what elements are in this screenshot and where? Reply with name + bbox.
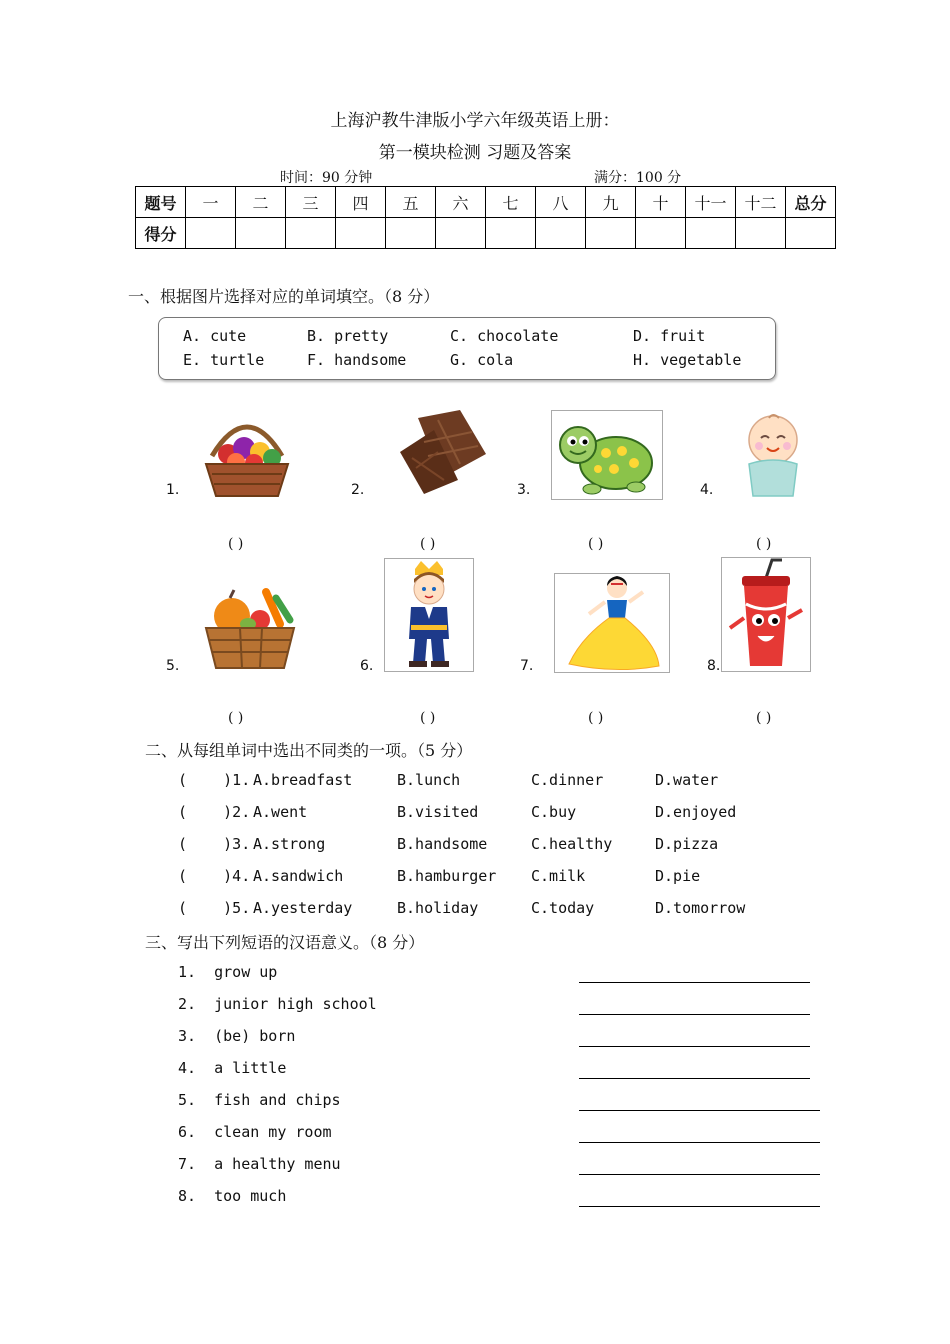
score-table-score-row	[136, 218, 836, 249]
answer-blank-5[interactable]: ( )	[228, 710, 244, 726]
phrase-4: 4. a little	[178, 1059, 287, 1077]
choice-d: D.pie	[655, 867, 701, 885]
vegetable-basket-image	[200, 576, 300, 672]
option-b: B. pretty	[307, 327, 389, 345]
choice-c: C.buy	[531, 803, 577, 821]
fruit-basket-image	[198, 408, 296, 500]
answer-blank-2[interactable]: ( )	[420, 536, 436, 552]
section-2-heading: 二、从每组单词中选出不同类的一项。（5 分）	[145, 741, 473, 760]
prince-image	[384, 558, 474, 672]
picture-number-4: 4.	[700, 482, 714, 498]
choice-b: B.hamburger	[397, 867, 497, 885]
column-1: 一	[186, 187, 236, 218]
answer-line-5[interactable]	[579, 1110, 820, 1111]
title-line-1: 上海沪教牛津版小学六年级英语上册：	[330, 111, 620, 131]
choice-a: A.went	[253, 803, 308, 821]
choice-c: C.milk	[531, 867, 586, 885]
score-cell[interactable]	[236, 218, 286, 249]
choice-b: B.holiday	[397, 899, 479, 917]
score-cell[interactable]	[286, 218, 336, 249]
column-3: 三	[286, 187, 336, 218]
phrase-2: 2. junior high school	[178, 995, 377, 1013]
question-number-label: 题号	[136, 187, 186, 218]
option-d: D. fruit	[633, 327, 706, 345]
column-2: 二	[236, 187, 286, 218]
choice-a: A.breadfast	[253, 771, 353, 789]
option-g: G. cola	[450, 351, 514, 369]
cola-cup-image	[721, 557, 811, 672]
option-c: C. chocolate	[450, 327, 559, 345]
column-4: 四	[336, 187, 386, 218]
answer-line-8[interactable]	[579, 1206, 820, 1207]
princess-image	[554, 573, 670, 673]
score-table	[135, 186, 836, 249]
score-cell[interactable]	[436, 218, 486, 249]
question-number[interactable]: ( )5.	[178, 899, 251, 917]
question-number[interactable]: ( )4.	[178, 867, 251, 885]
score-cell[interactable]	[336, 218, 386, 249]
score-table-header-row	[136, 187, 836, 218]
column-12: 十二	[736, 187, 786, 218]
score-label: 得分	[136, 218, 186, 249]
title-line-2: 第一模块检测 习题及答案	[378, 143, 572, 163]
choice-c: C.dinner	[531, 771, 604, 789]
column-7: 七	[486, 187, 536, 218]
picture-number-3: 3.	[517, 482, 531, 498]
phrase-1: 1. grow up	[178, 963, 278, 981]
choice-d: D.pizza	[655, 835, 719, 853]
column-9: 九	[586, 187, 636, 218]
answer-line-1[interactable]	[579, 982, 810, 983]
picture-number-8: 8.	[707, 658, 721, 674]
time-limit: 时间：90 分钟	[280, 170, 373, 186]
choice-b: B.lunch	[397, 771, 461, 789]
answer-blank-1[interactable]: ( )	[228, 536, 244, 552]
phrase-5: 5. fish and chips	[178, 1091, 341, 1109]
choice-b: B.handsome	[397, 835, 488, 853]
score-cell[interactable]	[586, 218, 636, 249]
choice-a: A.strong	[253, 835, 326, 853]
option-h: H. vegetable	[633, 351, 742, 369]
picture-number-2: 2.	[351, 482, 365, 498]
option-f: F. handsome	[307, 351, 407, 369]
score-cell[interactable]	[386, 218, 436, 249]
column-11: 十一	[686, 187, 736, 218]
choice-c: C.today	[531, 899, 595, 917]
score-cell[interactable]	[536, 218, 586, 249]
score-cell[interactable]	[636, 218, 686, 249]
answer-line-2[interactable]	[579, 1014, 810, 1015]
score-cell[interactable]	[186, 218, 236, 249]
column-8: 八	[536, 187, 586, 218]
score-cell[interactable]	[686, 218, 736, 249]
answer-blank-3[interactable]: ( )	[588, 536, 604, 552]
choice-d: D.water	[655, 771, 719, 789]
option-a: A. cute	[183, 327, 247, 345]
choice-c: C.healthy	[531, 835, 613, 853]
answer-line-6[interactable]	[579, 1142, 820, 1143]
choice-b: B.visited	[397, 803, 479, 821]
phrase-3: 3. (be) born	[178, 1027, 296, 1045]
section-3-heading: 三、写出下列短语的汉语意义。（8 分）	[145, 933, 425, 952]
choice-a: A.sandwich	[253, 867, 344, 885]
answer-blank-4[interactable]: ( )	[756, 536, 772, 552]
phrase-8: 8. too much	[178, 1187, 287, 1205]
turtle-image	[551, 410, 663, 500]
picture-number-1: 1.	[166, 482, 180, 498]
question-number[interactable]: ( )3.	[178, 835, 251, 853]
choice-d: D.enjoyed	[655, 803, 737, 821]
answer-line-7[interactable]	[579, 1174, 820, 1175]
phrase-7: 7. a healthy menu	[178, 1155, 341, 1173]
answer-line-4[interactable]	[579, 1078, 810, 1079]
column-6: 六	[436, 187, 486, 218]
question-number[interactable]: ( )2.	[178, 803, 251, 821]
baby-image	[735, 412, 811, 498]
answer-blank-8[interactable]: ( )	[756, 710, 772, 726]
answer-blank-7[interactable]: ( )	[588, 710, 604, 726]
choice-d: D.tomorrow	[655, 899, 746, 917]
answer-line-3[interactable]	[579, 1046, 810, 1047]
choice-a: A.yesterday	[253, 899, 353, 917]
question-number[interactable]: ( )1.	[178, 771, 251, 789]
full-score: 满分：100 分	[594, 170, 682, 186]
score-cell[interactable]	[486, 218, 536, 249]
option-e: E. turtle	[183, 351, 265, 369]
picture-number-6: 6.	[360, 658, 374, 674]
total-label: 总分	[786, 187, 836, 218]
score-cell-total[interactable]	[786, 218, 836, 249]
answer-blank-6[interactable]: ( )	[420, 710, 436, 726]
score-cell[interactable]	[736, 218, 786, 249]
chocolate-image	[398, 408, 488, 496]
column-10: 十	[636, 187, 686, 218]
picture-number-5: 5.	[166, 658, 180, 674]
picture-number-7: 7.	[520, 658, 534, 674]
section-1-heading: 一、根据图片选择对应的单词填空。（8 分）	[128, 287, 440, 306]
column-5: 五	[386, 187, 436, 218]
phrase-6: 6. clean my room	[178, 1123, 332, 1141]
